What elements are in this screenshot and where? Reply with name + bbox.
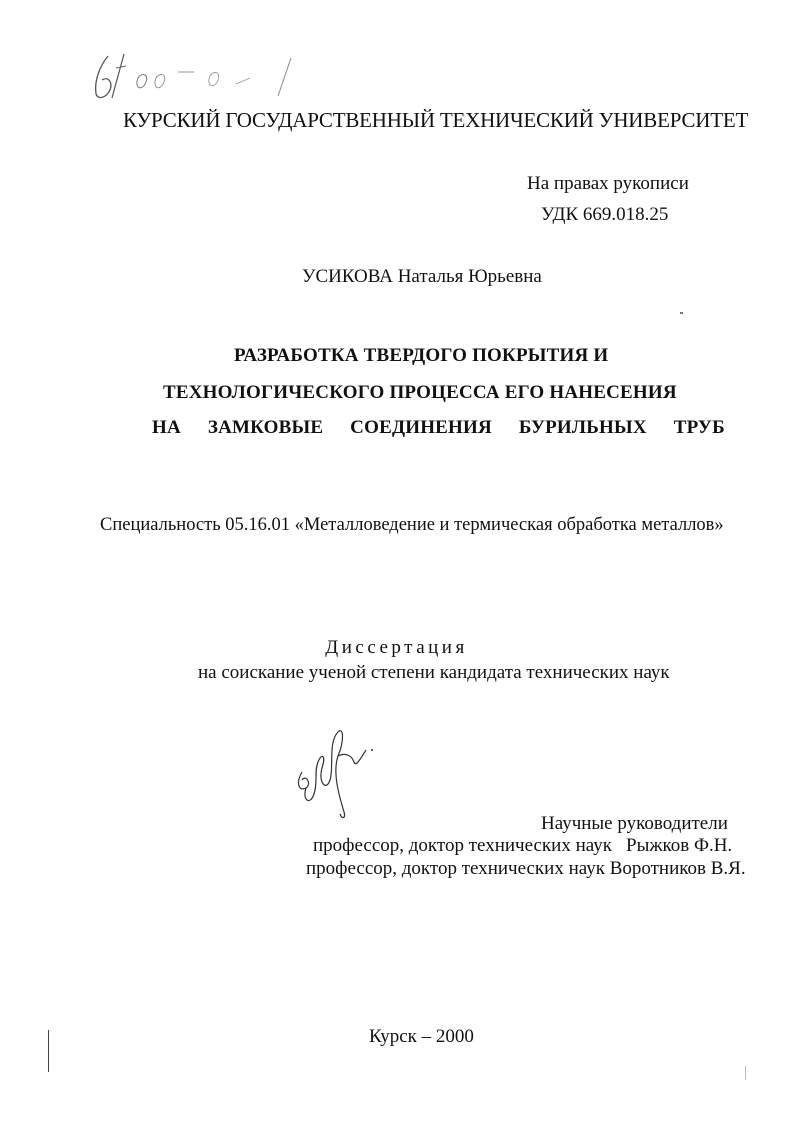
thesis-title-line-2: ТЕХНОЛОГИЧЕСКОГО ПРОЦЕССА ЕГО НАНЕСЕНИЯ xyxy=(163,382,677,403)
place-and-year: Курск – 2000 xyxy=(369,1026,474,1047)
work-type: Диссертация xyxy=(325,637,468,658)
manuscript-rights: На правах рукописи xyxy=(527,173,689,194)
advisor-entry xyxy=(306,857,746,881)
author-signature xyxy=(292,722,382,822)
author-name: УСИКОВА Наталья Юрьевна xyxy=(302,266,542,287)
scan-speck xyxy=(680,312,683,314)
advisor-position: профессор, доктор технических наук xyxy=(306,858,605,879)
thesis-title-line-1: РАЗРАБОТКА ТВЕРДОГО ПОКРЫТИЯ И xyxy=(234,345,609,366)
specialty: Специальность 05.16.01 «Металловедение и термическая обработка металлов» xyxy=(100,515,724,535)
advisors-label: Научные руководители xyxy=(541,813,728,834)
handwritten-archive-mark xyxy=(86,48,356,108)
scan-speck xyxy=(745,1066,746,1080)
scan-edge-line xyxy=(48,1030,49,1072)
thesis-title-line-3: НА ЗАМКОВЫЕ СОЕДИНЕНИЯ БУРИЛЬНЫХ ТРУБ xyxy=(152,417,725,438)
udk-code: УДК 669.018.25 xyxy=(541,204,669,225)
advisor-entry xyxy=(313,834,733,858)
advisor-position: профессор, доктор технических наук xyxy=(313,835,612,856)
advisor-name: Рыжков Ф.Н. xyxy=(626,835,733,856)
degree: на соискание ученой степени кандидата технических наук xyxy=(198,662,670,683)
university-name: КУРСКИЙ ГОСУДАРСТВЕННЫЙ ТЕХНИЧЕСКИЙ УНИВЕРСИТЕТ xyxy=(123,108,749,132)
advisor-name: Воротников В.Я. xyxy=(609,858,746,879)
